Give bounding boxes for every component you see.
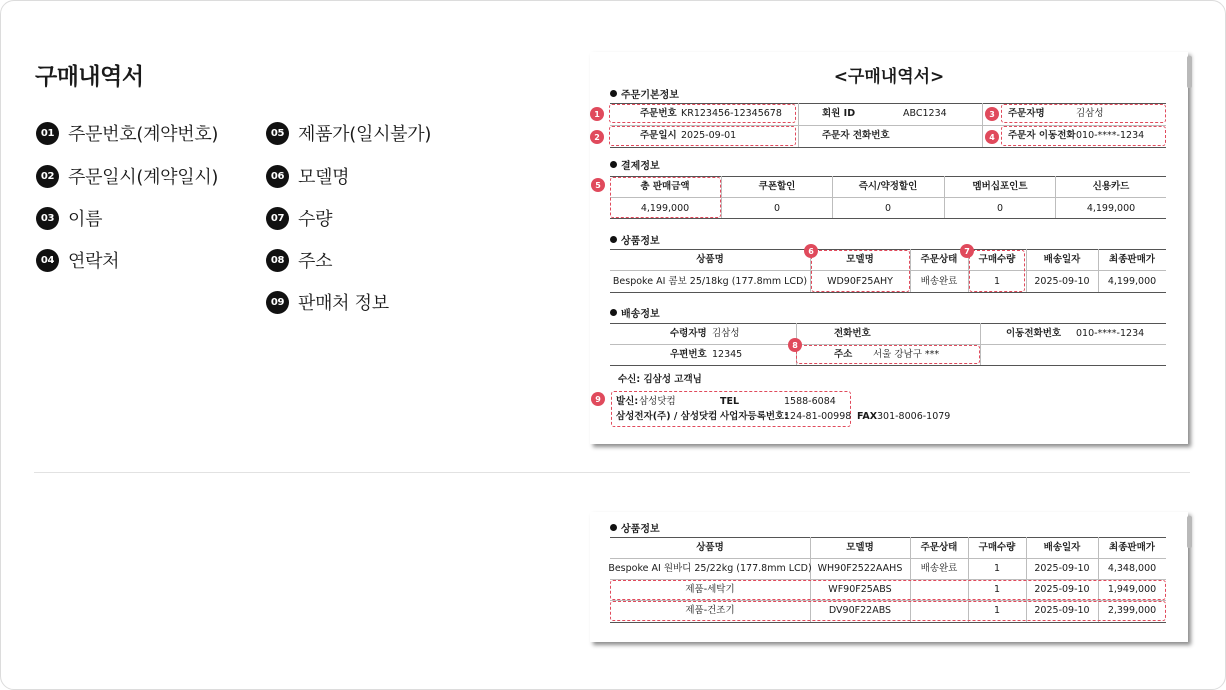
legend-number: 03 bbox=[36, 207, 59, 230]
product-info-document bbox=[590, 512, 1188, 642]
callout-row-dryer bbox=[610, 601, 1166, 621]
payment-value: 0 bbox=[884, 203, 892, 214]
delivery-mobile-label: 이동전화번호 bbox=[1006, 328, 1062, 339]
product-header: 상품명 bbox=[696, 254, 724, 265]
product-info-heading: 상품정보 bbox=[610, 232, 660, 247]
callout-order-date bbox=[609, 126, 796, 146]
payment-header: 신용카드 bbox=[1092, 181, 1130, 192]
product-cell: WD90F25AHY bbox=[827, 276, 893, 287]
callout-total-price bbox=[610, 177, 721, 218]
orderer-mobile-label: 주문자 이동전화 bbox=[1008, 130, 1076, 141]
legend-item bbox=[266, 205, 332, 231]
legend-label: 이름 bbox=[68, 209, 103, 230]
product-cell: Bespoke AI 원바디 25/22kg (177.8mm LCD) bbox=[608, 563, 812, 574]
product-header: 상품명 bbox=[696, 542, 724, 553]
callout-badge-3: 3 bbox=[985, 107, 999, 121]
order-number-value: KR123456-12345678 bbox=[681, 108, 782, 119]
product-cell: WH90F2522AAHS bbox=[817, 563, 903, 574]
sender-label: 발신: bbox=[616, 396, 639, 407]
payment-value: 0 bbox=[773, 203, 781, 214]
legend-number: 08 bbox=[266, 249, 289, 272]
product-header: 배송일자 bbox=[1043, 542, 1081, 553]
sender-value: 삼성닷컴 bbox=[639, 396, 676, 407]
product-header: 모델명 bbox=[846, 254, 874, 265]
orderer-mobile-value: 010-****-1234 bbox=[1076, 130, 1145, 141]
product-cell: 2025-09-10 bbox=[1034, 584, 1090, 595]
callout-quantity bbox=[969, 250, 1025, 292]
order-date-value: 2025-09-01 bbox=[681, 130, 737, 141]
legend-label: 연락처 bbox=[68, 251, 120, 272]
product-header: 최종판매가 bbox=[1109, 254, 1155, 265]
product-header: 배송일자 bbox=[1043, 254, 1081, 265]
address-label: 주소 bbox=[834, 349, 853, 360]
orderer-name-value: 김삼성 bbox=[1076, 108, 1104, 119]
callout-badge-7: 7 bbox=[960, 244, 974, 258]
legend-label: 제품가(일시불가) bbox=[298, 124, 432, 145]
legend-item bbox=[266, 163, 349, 189]
legend-item bbox=[36, 120, 218, 146]
product-cell: 1 bbox=[993, 584, 1001, 595]
legend-item bbox=[266, 289, 389, 315]
business-number-label: 사업자등록번호: bbox=[720, 411, 789, 422]
legend-label: 수량 bbox=[298, 209, 333, 230]
callout-badge-6: 6 bbox=[804, 244, 818, 258]
tel-label: TEL bbox=[720, 396, 740, 407]
tel-value: 1588-6084 bbox=[784, 396, 836, 407]
payment-header: 총 판매금액 bbox=[640, 181, 690, 192]
product-header: 구매수량 bbox=[978, 254, 1016, 265]
scrollbar-thumb[interactable] bbox=[1187, 516, 1192, 548]
legend-label: 모델명 bbox=[298, 167, 350, 188]
delivery-info-heading: 배송정보 bbox=[610, 305, 660, 320]
legend-number: 07 bbox=[266, 207, 289, 230]
callout-order-number bbox=[609, 104, 796, 123]
page-title: 구매내역서 bbox=[35, 64, 144, 90]
recipient-value: 김삼성 bbox=[712, 328, 740, 339]
product-header: 모델명 bbox=[846, 542, 874, 553]
document-title: <구매내역서> bbox=[833, 67, 945, 87]
product-cell: 2,399,000 bbox=[1107, 605, 1157, 616]
callout-badge-9: 9 bbox=[591, 392, 605, 406]
legend-label: 주소 bbox=[298, 251, 333, 272]
product-header: 최종판매가 bbox=[1109, 542, 1155, 553]
legend-number: 02 bbox=[36, 165, 59, 188]
delivery-mobile-value: 010-****-1234 bbox=[1076, 328, 1145, 339]
product-cell: 1,949,000 bbox=[1107, 584, 1157, 595]
product-cell: 1 bbox=[993, 276, 1001, 287]
legend-item bbox=[36, 247, 119, 273]
member-id-value: ABC1234 bbox=[903, 108, 947, 119]
legend-number: 05 bbox=[266, 122, 289, 145]
address-value: 서울 강남구 *** bbox=[873, 349, 940, 360]
product-header: 주문상태 bbox=[920, 542, 958, 553]
product-header: 구매수량 bbox=[978, 542, 1016, 553]
company-name: 삼성전자(주) / 삼성닷컴 bbox=[616, 411, 718, 422]
legend-number: 04 bbox=[36, 249, 59, 272]
business-number-value: 124-81-00998 bbox=[784, 411, 852, 422]
order-info-heading: 주문기본정보 bbox=[610, 86, 679, 101]
product-cell: 배송완료 bbox=[920, 563, 958, 574]
product-cell: 배송완료 bbox=[920, 276, 958, 287]
payment-value: 4,199,000 bbox=[640, 203, 690, 214]
orderer-phone-label: 주문자 전화번호 bbox=[822, 130, 890, 141]
product-cell: 2025-09-10 bbox=[1034, 563, 1090, 574]
callout-model-name bbox=[811, 250, 910, 292]
orderer-name-label: 주문자명 bbox=[1008, 108, 1045, 119]
payment-value: 4,199,000 bbox=[1086, 203, 1136, 214]
product-cell: 1 bbox=[993, 563, 1001, 574]
member-id-label: 회원 ID bbox=[822, 108, 856, 119]
product-cell: 4,348,000 bbox=[1107, 563, 1157, 574]
delivery-phone-label: 전화번호 bbox=[834, 328, 871, 339]
callout-orderer-mobile bbox=[1001, 126, 1166, 146]
product-cell: 2025-09-10 bbox=[1034, 605, 1090, 616]
callout-badge-4: 4 bbox=[985, 130, 999, 144]
product-cell: 1 bbox=[993, 605, 1001, 616]
zip-value: 12345 bbox=[712, 349, 743, 360]
fax-label: FAX bbox=[857, 411, 878, 422]
legend-list bbox=[36, 120, 476, 320]
product-cell: 제품-건조기 bbox=[685, 605, 735, 616]
order-number-label: 주문번호 bbox=[640, 108, 677, 119]
payment-header: 즉시/약정할인 bbox=[858, 181, 918, 192]
callout-badge-5: 5 bbox=[591, 178, 605, 192]
product-cell: Bespoke AI 콤보 25/18kg (177.8mm LCD) bbox=[612, 276, 808, 287]
legend-number: 06 bbox=[266, 165, 289, 188]
recipient-label: 수령자명 bbox=[670, 328, 707, 339]
receiver-line: 수신: 김삼성 고객님 bbox=[618, 374, 702, 385]
fax-value: 301-8006-1079 bbox=[877, 411, 951, 422]
payment-value: 0 bbox=[996, 203, 1004, 214]
legend-label: 주문일시(계약일시) bbox=[68, 167, 219, 188]
callout-orderer-name bbox=[1001, 104, 1166, 123]
purchase-statement-document bbox=[590, 52, 1188, 444]
legend-label: 주문번호(계약번호) bbox=[68, 124, 219, 145]
legend-number: 01 bbox=[36, 122, 59, 145]
product-cell: WF90F25ABS bbox=[828, 584, 892, 595]
product-cell: 2025-09-10 bbox=[1034, 276, 1090, 287]
legend-item bbox=[266, 247, 332, 273]
payment-header: 멤버십포인트 bbox=[972, 181, 1028, 192]
payment-header: 쿠폰할인 bbox=[758, 181, 796, 192]
callout-badge-8: 8 bbox=[788, 338, 802, 352]
payment-info-heading: 결제정보 bbox=[610, 157, 660, 172]
order-date-label: 주문일시 bbox=[640, 130, 677, 141]
legend-label: 판매처 정보 bbox=[298, 293, 389, 314]
callout-badge-1: 1 bbox=[590, 107, 604, 121]
product-cell: 제품-세탁기 bbox=[685, 584, 735, 595]
legend-item bbox=[266, 120, 431, 146]
legend-item bbox=[36, 163, 218, 189]
callout-address bbox=[796, 345, 980, 364]
callout-row-washer bbox=[610, 580, 1166, 600]
legend-number: 09 bbox=[266, 291, 289, 314]
legend-item bbox=[36, 205, 102, 231]
product-header: 주문상태 bbox=[920, 254, 958, 265]
product-cell: DV90F22ABS bbox=[828, 605, 892, 616]
zip-label: 우편번호 bbox=[670, 349, 707, 360]
section-divider bbox=[34, 472, 1190, 473]
product-info-heading: 상품정보 bbox=[610, 520, 660, 535]
product-cell: 4,199,000 bbox=[1107, 276, 1157, 287]
callout-badge-2: 2 bbox=[590, 130, 604, 144]
